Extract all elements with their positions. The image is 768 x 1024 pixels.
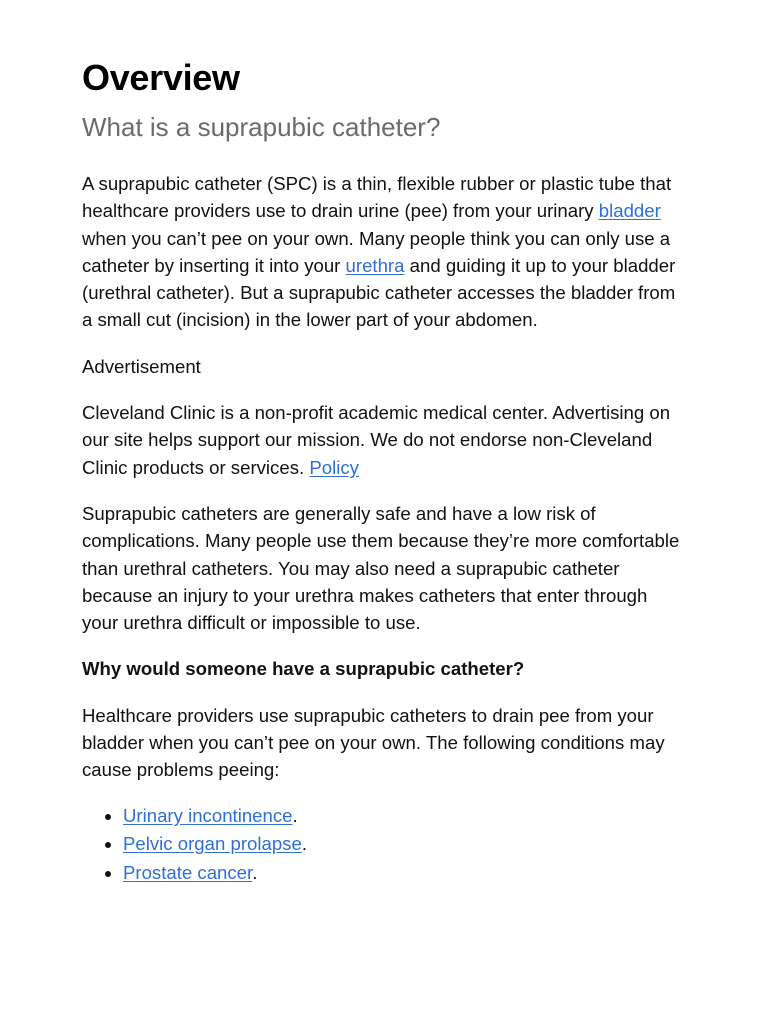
list-item [123,859,686,888]
intro-paragraph [82,170,686,334]
page-subtitle: What is a suprapubic catheter? [82,112,441,142]
intro-text-1: A suprapubic catheter (SPC) is a thin, flexible rubber or plastic tube that healthcare providers use to drain urine (pee) from your urinary [82,173,672,222]
advertisement-label: Advertisement [82,355,201,377]
list-item-suffix: . [252,861,258,883]
pelvic-organ-prolapse-link[interactable]: Pelvic organ prolapse [123,833,302,855]
bladder-link[interactable]: bladder [598,200,661,222]
intro-text-2: when you can’t pee on your own. Many people think you can only use a catheter by inserting it into your [82,227,671,276]
list-item-suffix: . [301,833,307,855]
policy-link[interactable]: Policy [309,456,359,478]
intro-text-3: and guiding it up to your bladder (urethral catheter). But a suprapubic catheter accesses the bladder from a small cut (incision) in the lower part of your abdomen. [82,254,676,331]
advertisement-note [82,399,686,481]
prostate-cancer-link[interactable]: Prostate cancer [123,861,253,883]
why-paragraph: Healthcare providers use suprapubic catheters to drain pee from your bladder when you can’t pee on your own. The following conditions may cause problems peeing: [82,704,665,781]
advertisement-note-text: Cleveland Clinic is a non-profit academic medical center. Advertising on our site helps support our mission. We do not endorse non-Cleveland Clinic products or services. [82,402,671,478]
list-item-suffix: . [292,804,298,826]
list-item [123,802,686,831]
safety-paragraph: Suprapubic catheters are generally safe and have a low risk of complications. Many people use them because they’re more comfortable than urethral catheters. You may also need a suprapubic catheter because an injury to your urethra makes catheters that enter through your urethra difficult or impossible to use. [82,502,680,634]
conditions-list [82,802,686,888]
list-item [123,830,686,859]
why-heading: Why would someone have a suprapubic catheter? [82,658,525,680]
urinary-incontinence-link[interactable]: Urinary incontinence [123,804,293,826]
page-title: Overview [82,57,240,98]
urethra-link[interactable]: urethra [345,254,405,276]
